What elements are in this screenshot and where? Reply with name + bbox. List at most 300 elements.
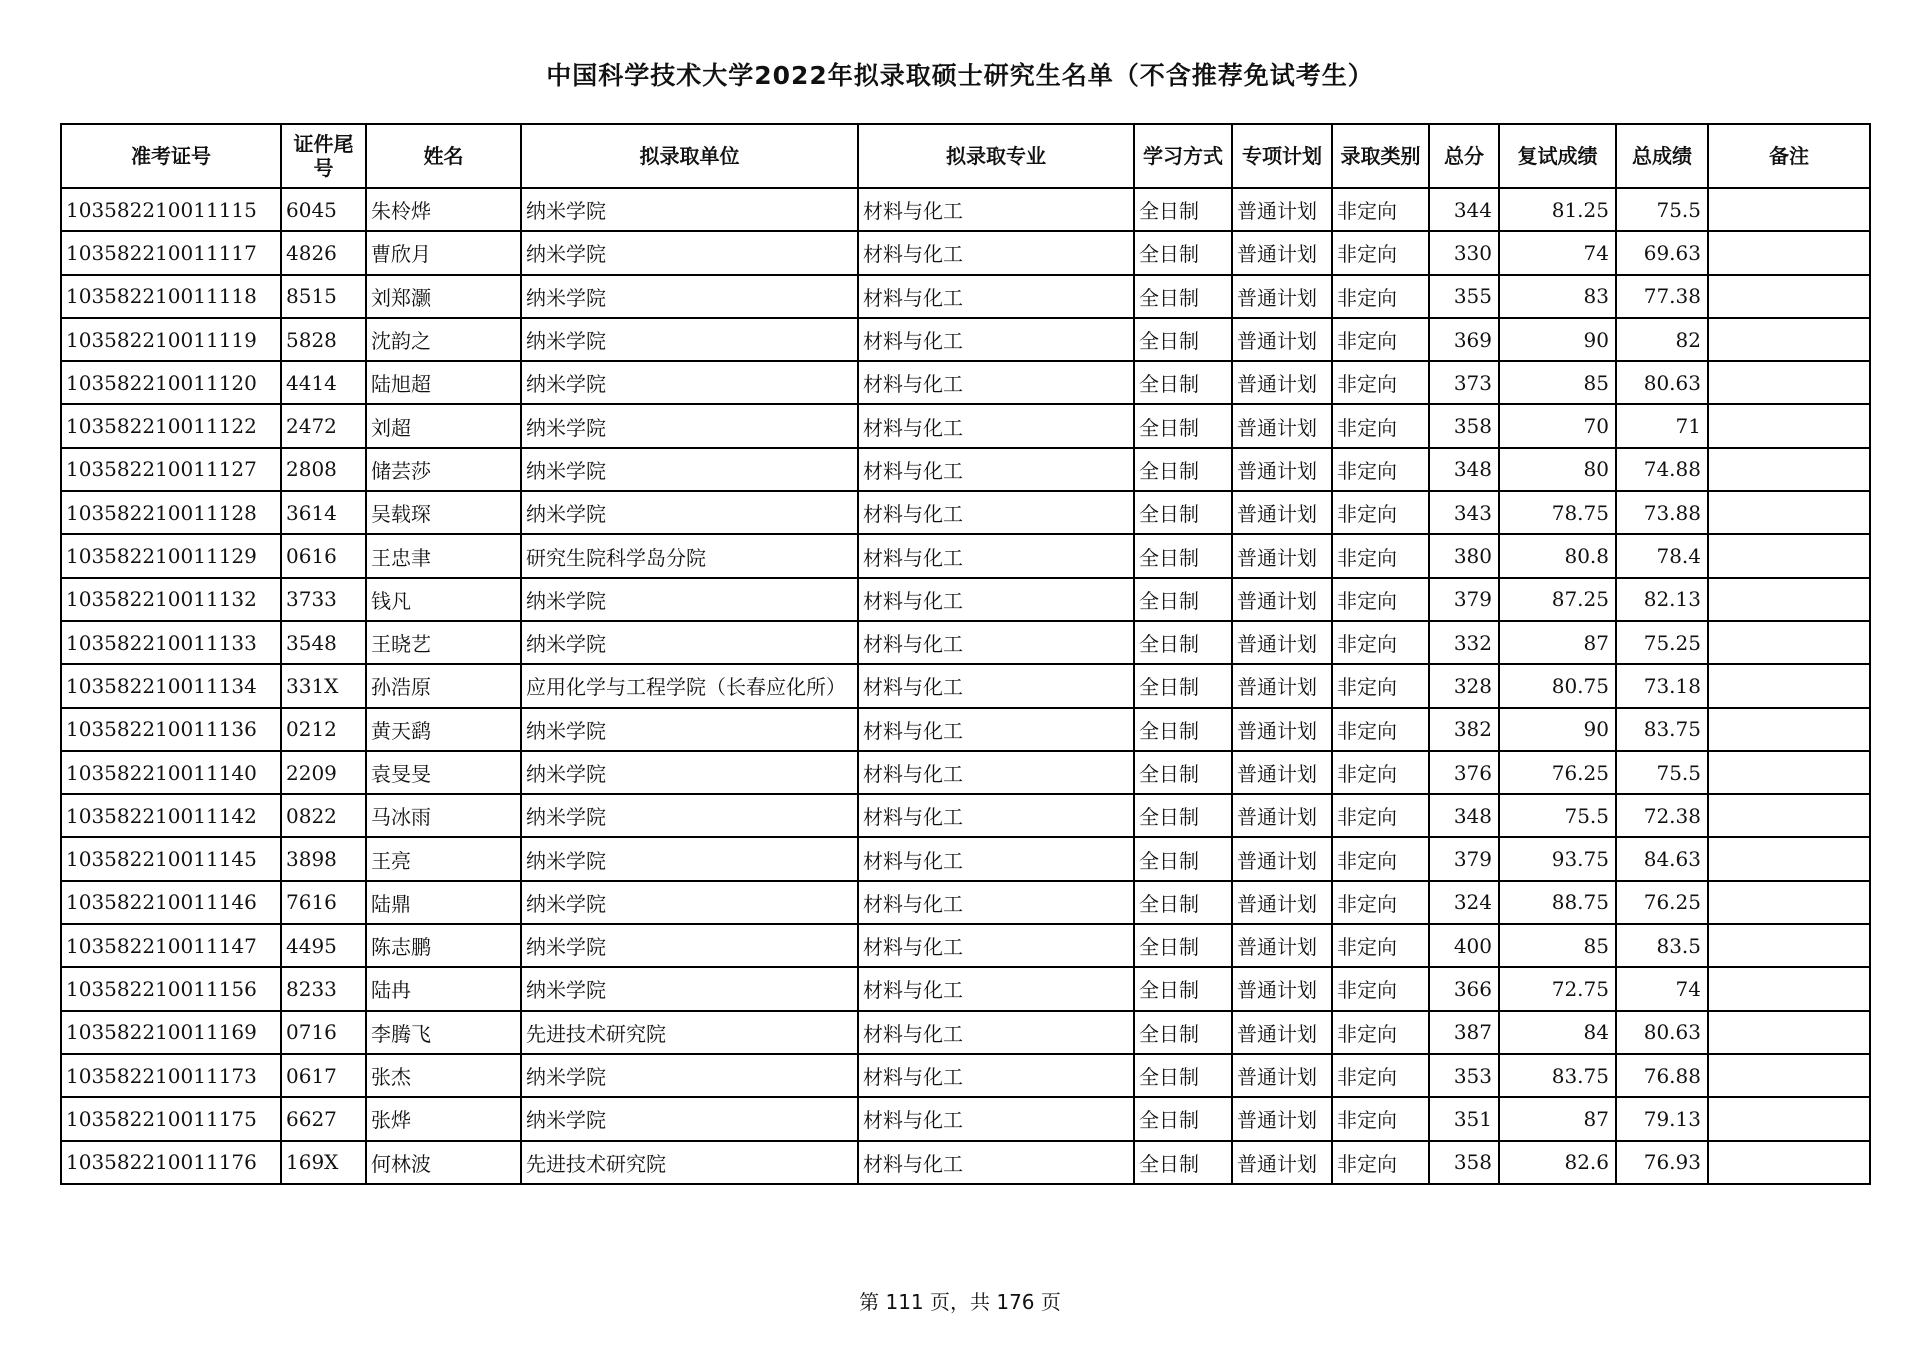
cell-study-mode: 全日制 bbox=[1134, 275, 1232, 318]
cell-special-plan: 普通计划 bbox=[1232, 1097, 1332, 1140]
cell-major: 材料与化工 bbox=[858, 621, 1134, 664]
cell-major: 材料与化工 bbox=[858, 188, 1134, 231]
cell-remarks bbox=[1708, 837, 1870, 880]
cell-id-suffix: 2209 bbox=[281, 751, 366, 794]
cell-retest-score: 87 bbox=[1499, 621, 1616, 664]
table-row bbox=[61, 491, 1870, 534]
cell-id-suffix: 8233 bbox=[281, 967, 366, 1010]
cell-final-score: 75.5 bbox=[1616, 751, 1708, 794]
cell-admission-type: 非定向 bbox=[1332, 621, 1429, 664]
cell-special-plan: 普通计划 bbox=[1232, 621, 1332, 664]
header-special-plan: 专项计划 bbox=[1232, 124, 1332, 188]
cell-id-suffix: 6045 bbox=[281, 188, 366, 231]
table-row bbox=[61, 967, 1870, 1010]
cell-name: 朱柃烨 bbox=[366, 188, 521, 231]
cell-retest-score: 88.75 bbox=[1499, 881, 1616, 924]
cell-study-mode: 全日制 bbox=[1134, 188, 1232, 231]
cell-final-score: 75.5 bbox=[1616, 188, 1708, 231]
cell-retest-score: 83.75 bbox=[1499, 1054, 1616, 1097]
cell-major: 材料与化工 bbox=[858, 837, 1134, 880]
cell-remarks bbox=[1708, 318, 1870, 361]
cell-total-score: 358 bbox=[1429, 1141, 1499, 1184]
cell-major: 材料与化工 bbox=[858, 708, 1134, 751]
cell-total-score: 380 bbox=[1429, 534, 1499, 577]
cell-major: 材料与化工 bbox=[858, 751, 1134, 794]
cell-study-mode: 全日制 bbox=[1134, 751, 1232, 794]
header-retest-score: 复试成绩 bbox=[1499, 124, 1616, 188]
cell-admitting-unit: 纳米学院 bbox=[521, 361, 858, 404]
cell-remarks bbox=[1708, 275, 1870, 318]
table-row bbox=[61, 188, 1870, 231]
cell-admission-type: 非定向 bbox=[1332, 491, 1429, 534]
cell-final-score: 79.13 bbox=[1616, 1097, 1708, 1140]
cell-admitting-unit: 纳米学院 bbox=[521, 1097, 858, 1140]
cell-exam-number: 103582210011142 bbox=[61, 794, 281, 837]
cell-remarks bbox=[1708, 188, 1870, 231]
cell-exam-number: 103582210011169 bbox=[61, 1011, 281, 1054]
table-row bbox=[61, 448, 1870, 491]
cell-exam-number: 103582210011122 bbox=[61, 404, 281, 447]
cell-remarks bbox=[1708, 1141, 1870, 1184]
cell-special-plan: 普通计划 bbox=[1232, 404, 1332, 447]
cell-remarks bbox=[1708, 621, 1870, 664]
table-row bbox=[61, 534, 1870, 577]
cell-exam-number: 103582210011145 bbox=[61, 837, 281, 880]
table-row bbox=[61, 1097, 1870, 1140]
cell-id-suffix: 169X bbox=[281, 1141, 366, 1184]
cell-exam-number: 103582210011127 bbox=[61, 448, 281, 491]
cell-exam-number: 103582210011140 bbox=[61, 751, 281, 794]
cell-total-score: 382 bbox=[1429, 708, 1499, 751]
page-title: 中国科学技术大学2022年拟录取硕士研究生名单（不含推荐免试考生） bbox=[546, 61, 1374, 90]
cell-exam-number: 103582210011175 bbox=[61, 1097, 281, 1140]
cell-major: 材料与化工 bbox=[858, 361, 1134, 404]
header-major: 拟录取专业 bbox=[858, 124, 1134, 188]
cell-total-score: 348 bbox=[1429, 448, 1499, 491]
cell-exam-number: 103582210011132 bbox=[61, 578, 281, 621]
cell-special-plan: 普通计划 bbox=[1232, 188, 1332, 231]
cell-exam-number: 103582210011129 bbox=[61, 534, 281, 577]
cell-exam-number: 103582210011115 bbox=[61, 188, 281, 231]
cell-study-mode: 全日制 bbox=[1134, 881, 1232, 924]
cell-major: 材料与化工 bbox=[858, 318, 1134, 361]
cell-id-suffix: 5828 bbox=[281, 318, 366, 361]
cell-id-suffix: 4414 bbox=[281, 361, 366, 404]
cell-admission-type: 非定向 bbox=[1332, 924, 1429, 967]
cell-final-score: 77.38 bbox=[1616, 275, 1708, 318]
cell-total-score: 379 bbox=[1429, 837, 1499, 880]
cell-name: 刘超 bbox=[366, 404, 521, 447]
cell-remarks bbox=[1708, 534, 1870, 577]
cell-major: 材料与化工 bbox=[858, 1011, 1134, 1054]
cell-admitting-unit: 先进技术研究院 bbox=[521, 1141, 858, 1184]
cell-exam-number: 103582210011117 bbox=[61, 231, 281, 274]
header-total-score: 总分 bbox=[1429, 124, 1499, 188]
cell-exam-number: 103582210011156 bbox=[61, 967, 281, 1010]
cell-admission-type: 非定向 bbox=[1332, 1097, 1429, 1140]
cell-admission-type: 非定向 bbox=[1332, 881, 1429, 924]
cell-study-mode: 全日制 bbox=[1134, 1097, 1232, 1140]
cell-id-suffix: 0616 bbox=[281, 534, 366, 577]
cell-retest-score: 93.75 bbox=[1499, 837, 1616, 880]
cell-total-score: 376 bbox=[1429, 751, 1499, 794]
cell-final-score: 76.93 bbox=[1616, 1141, 1708, 1184]
cell-final-score: 80.63 bbox=[1616, 1011, 1708, 1054]
cell-final-score: 74 bbox=[1616, 967, 1708, 1010]
cell-special-plan: 普通计划 bbox=[1232, 1054, 1332, 1097]
cell-admitting-unit: 纳米学院 bbox=[521, 491, 858, 534]
cell-admitting-unit: 纳米学院 bbox=[521, 837, 858, 880]
cell-remarks bbox=[1708, 967, 1870, 1010]
cell-major: 材料与化工 bbox=[858, 231, 1134, 274]
cell-special-plan: 普通计划 bbox=[1232, 275, 1332, 318]
cell-id-suffix: 8515 bbox=[281, 275, 366, 318]
cell-final-score: 72.38 bbox=[1616, 794, 1708, 837]
cell-admitting-unit: 纳米学院 bbox=[521, 881, 858, 924]
table-row bbox=[61, 837, 1870, 880]
cell-admission-type: 非定向 bbox=[1332, 751, 1429, 794]
cell-retest-score: 90 bbox=[1499, 318, 1616, 361]
cell-admission-type: 非定向 bbox=[1332, 404, 1429, 447]
cell-name: 吴载琛 bbox=[366, 491, 521, 534]
table-row bbox=[61, 275, 1870, 318]
cell-special-plan: 普通计划 bbox=[1232, 881, 1332, 924]
table-row bbox=[61, 881, 1870, 924]
cell-retest-score: 80.75 bbox=[1499, 664, 1616, 707]
cell-total-score: 332 bbox=[1429, 621, 1499, 664]
cell-id-suffix: 331X bbox=[281, 664, 366, 707]
cell-final-score: 78.4 bbox=[1616, 534, 1708, 577]
table-row bbox=[61, 231, 1870, 274]
cell-total-score: 353 bbox=[1429, 1054, 1499, 1097]
cell-admitting-unit: 应用化学与工程学院（长春应化所） bbox=[521, 664, 858, 707]
cell-study-mode: 全日制 bbox=[1134, 1054, 1232, 1097]
cell-final-score: 73.18 bbox=[1616, 664, 1708, 707]
cell-total-score: 379 bbox=[1429, 578, 1499, 621]
cell-special-plan: 普通计划 bbox=[1232, 361, 1332, 404]
cell-admitting-unit: 纳米学院 bbox=[521, 794, 858, 837]
cell-name: 储芸莎 bbox=[366, 448, 521, 491]
cell-name: 王亮 bbox=[366, 837, 521, 880]
cell-total-score: 387 bbox=[1429, 1011, 1499, 1054]
cell-retest-score: 87 bbox=[1499, 1097, 1616, 1140]
cell-final-score: 82 bbox=[1616, 318, 1708, 361]
cell-admitting-unit: 纳米学院 bbox=[521, 404, 858, 447]
cell-study-mode: 全日制 bbox=[1134, 794, 1232, 837]
cell-admission-type: 非定向 bbox=[1332, 231, 1429, 274]
table-row bbox=[61, 1054, 1870, 1097]
cell-total-score: 400 bbox=[1429, 924, 1499, 967]
cell-total-score: 366 bbox=[1429, 967, 1499, 1010]
cell-id-suffix: 0822 bbox=[281, 794, 366, 837]
cell-study-mode: 全日制 bbox=[1134, 404, 1232, 447]
cell-retest-score: 90 bbox=[1499, 708, 1616, 751]
cell-remarks bbox=[1708, 924, 1870, 967]
cell-retest-score: 75.5 bbox=[1499, 794, 1616, 837]
cell-study-mode: 全日制 bbox=[1134, 967, 1232, 1010]
admission-table bbox=[60, 123, 1871, 1185]
cell-name: 王晓艺 bbox=[366, 621, 521, 664]
cell-special-plan: 普通计划 bbox=[1232, 1141, 1332, 1184]
cell-name: 李腾飞 bbox=[366, 1011, 521, 1054]
cell-remarks bbox=[1708, 794, 1870, 837]
cell-final-score: 71 bbox=[1616, 404, 1708, 447]
header-id-suffix: 证件尾号 bbox=[281, 124, 366, 188]
cell-special-plan: 普通计划 bbox=[1232, 448, 1332, 491]
cell-total-score: 373 bbox=[1429, 361, 1499, 404]
cell-remarks bbox=[1708, 491, 1870, 534]
cell-total-score: 330 bbox=[1429, 231, 1499, 274]
cell-exam-number: 103582210011118 bbox=[61, 275, 281, 318]
cell-id-suffix: 6627 bbox=[281, 1097, 366, 1140]
header-exam-number: 准考证号 bbox=[61, 124, 281, 188]
cell-name: 王忠聿 bbox=[366, 534, 521, 577]
cell-admission-type: 非定向 bbox=[1332, 448, 1429, 491]
cell-remarks bbox=[1708, 231, 1870, 274]
cell-admission-type: 非定向 bbox=[1332, 188, 1429, 231]
cell-admission-type: 非定向 bbox=[1332, 361, 1429, 404]
cell-retest-score: 81.25 bbox=[1499, 188, 1616, 231]
cell-major: 材料与化工 bbox=[858, 404, 1134, 447]
cell-admission-type: 非定向 bbox=[1332, 534, 1429, 577]
cell-name: 陆鼎 bbox=[366, 881, 521, 924]
cell-name: 马冰雨 bbox=[366, 794, 521, 837]
cell-study-mode: 全日制 bbox=[1134, 924, 1232, 967]
cell-major: 材料与化工 bbox=[858, 967, 1134, 1010]
cell-retest-score: 80 bbox=[1499, 448, 1616, 491]
table-row bbox=[61, 318, 1870, 361]
cell-final-score: 84.63 bbox=[1616, 837, 1708, 880]
cell-admitting-unit: 纳米学院 bbox=[521, 751, 858, 794]
cell-id-suffix: 0716 bbox=[281, 1011, 366, 1054]
cell-remarks bbox=[1708, 361, 1870, 404]
cell-final-score: 73.88 bbox=[1616, 491, 1708, 534]
table-row bbox=[61, 794, 1870, 837]
cell-name: 陆旭超 bbox=[366, 361, 521, 404]
header-admission-type: 录取类别 bbox=[1332, 124, 1429, 188]
cell-exam-number: 103582210011119 bbox=[61, 318, 281, 361]
cell-name: 孙浩原 bbox=[366, 664, 521, 707]
cell-special-plan: 普通计划 bbox=[1232, 837, 1332, 880]
cell-special-plan: 普通计划 bbox=[1232, 578, 1332, 621]
cell-admitting-unit: 纳米学院 bbox=[521, 231, 858, 274]
page-footer: 第 111 页，共 176 页 bbox=[859, 1290, 1061, 1314]
cell-name: 刘郑灏 bbox=[366, 275, 521, 318]
cell-admitting-unit: 研究生院科学岛分院 bbox=[521, 534, 858, 577]
cell-admitting-unit: 纳米学院 bbox=[521, 275, 858, 318]
cell-major: 材料与化工 bbox=[858, 664, 1134, 707]
cell-special-plan: 普通计划 bbox=[1232, 491, 1332, 534]
cell-id-suffix: 4826 bbox=[281, 231, 366, 274]
cell-special-plan: 普通计划 bbox=[1232, 924, 1332, 967]
cell-exam-number: 103582210011173 bbox=[61, 1054, 281, 1097]
cell-admission-type: 非定向 bbox=[1332, 708, 1429, 751]
cell-id-suffix: 2472 bbox=[281, 404, 366, 447]
cell-id-suffix: 3733 bbox=[281, 578, 366, 621]
cell-study-mode: 全日制 bbox=[1134, 231, 1232, 274]
cell-admission-type: 非定向 bbox=[1332, 578, 1429, 621]
cell-major: 材料与化工 bbox=[858, 1141, 1134, 1184]
cell-study-mode: 全日制 bbox=[1134, 837, 1232, 880]
cell-retest-score: 76.25 bbox=[1499, 751, 1616, 794]
cell-study-mode: 全日制 bbox=[1134, 491, 1232, 534]
cell-admitting-unit: 纳米学院 bbox=[521, 318, 858, 361]
cell-exam-number: 103582210011128 bbox=[61, 491, 281, 534]
cell-study-mode: 全日制 bbox=[1134, 361, 1232, 404]
cell-exam-number: 103582210011136 bbox=[61, 708, 281, 751]
table-header-row bbox=[61, 124, 1870, 188]
cell-major: 材料与化工 bbox=[858, 534, 1134, 577]
cell-id-suffix: 2808 bbox=[281, 448, 366, 491]
cell-study-mode: 全日制 bbox=[1134, 708, 1232, 751]
cell-final-score: 75.25 bbox=[1616, 621, 1708, 664]
cell-admission-type: 非定向 bbox=[1332, 1011, 1429, 1054]
cell-retest-score: 83 bbox=[1499, 275, 1616, 318]
cell-name: 何林波 bbox=[366, 1141, 521, 1184]
cell-total-score: 324 bbox=[1429, 881, 1499, 924]
cell-remarks bbox=[1708, 664, 1870, 707]
cell-admitting-unit: 纳米学院 bbox=[521, 967, 858, 1010]
cell-admission-type: 非定向 bbox=[1332, 1141, 1429, 1184]
cell-final-score: 83.75 bbox=[1616, 708, 1708, 751]
table-row bbox=[61, 361, 1870, 404]
table-row bbox=[61, 924, 1870, 967]
cell-remarks bbox=[1708, 404, 1870, 447]
cell-admission-type: 非定向 bbox=[1332, 794, 1429, 837]
cell-admission-type: 非定向 bbox=[1332, 1054, 1429, 1097]
cell-major: 材料与化工 bbox=[858, 1054, 1134, 1097]
cell-final-score: 69.63 bbox=[1616, 231, 1708, 274]
cell-special-plan: 普通计划 bbox=[1232, 534, 1332, 577]
cell-remarks bbox=[1708, 751, 1870, 794]
cell-special-plan: 普通计划 bbox=[1232, 1011, 1332, 1054]
cell-name: 钱凡 bbox=[366, 578, 521, 621]
cell-major: 材料与化工 bbox=[858, 448, 1134, 491]
cell-retest-score: 85 bbox=[1499, 924, 1616, 967]
cell-remarks bbox=[1708, 578, 1870, 621]
cell-study-mode: 全日制 bbox=[1134, 664, 1232, 707]
cell-admitting-unit: 纳米学院 bbox=[521, 578, 858, 621]
cell-exam-number: 103582210011133 bbox=[61, 621, 281, 664]
cell-admission-type: 非定向 bbox=[1332, 837, 1429, 880]
cell-major: 材料与化工 bbox=[858, 491, 1134, 534]
cell-final-score: 76.25 bbox=[1616, 881, 1708, 924]
cell-id-suffix: 3898 bbox=[281, 837, 366, 880]
cell-retest-score: 74 bbox=[1499, 231, 1616, 274]
cell-major: 材料与化工 bbox=[858, 924, 1134, 967]
table-row bbox=[61, 404, 1870, 447]
table-row bbox=[61, 1011, 1870, 1054]
cell-special-plan: 普通计划 bbox=[1232, 967, 1332, 1010]
cell-retest-score: 84 bbox=[1499, 1011, 1616, 1054]
cell-name: 袁旻旻 bbox=[366, 751, 521, 794]
cell-total-score: 358 bbox=[1429, 404, 1499, 447]
cell-admission-type: 非定向 bbox=[1332, 318, 1429, 361]
cell-total-score: 348 bbox=[1429, 794, 1499, 837]
cell-admission-type: 非定向 bbox=[1332, 967, 1429, 1010]
cell-retest-score: 80.8 bbox=[1499, 534, 1616, 577]
cell-remarks bbox=[1708, 448, 1870, 491]
cell-name: 黄天鹞 bbox=[366, 708, 521, 751]
cell-study-mode: 全日制 bbox=[1134, 534, 1232, 577]
cell-major: 材料与化工 bbox=[858, 881, 1134, 924]
cell-major: 材料与化工 bbox=[858, 1097, 1134, 1140]
table-row bbox=[61, 578, 1870, 621]
header-remarks: 备注 bbox=[1708, 124, 1870, 188]
cell-admission-type: 非定向 bbox=[1332, 664, 1429, 707]
cell-remarks bbox=[1708, 708, 1870, 751]
cell-special-plan: 普通计划 bbox=[1232, 318, 1332, 361]
cell-study-mode: 全日制 bbox=[1134, 448, 1232, 491]
cell-remarks bbox=[1708, 1097, 1870, 1140]
cell-special-plan: 普通计划 bbox=[1232, 708, 1332, 751]
cell-id-suffix: 7616 bbox=[281, 881, 366, 924]
cell-admitting-unit: 纳米学院 bbox=[521, 708, 858, 751]
cell-name: 陈志鹏 bbox=[366, 924, 521, 967]
cell-final-score: 83.5 bbox=[1616, 924, 1708, 967]
cell-final-score: 80.63 bbox=[1616, 361, 1708, 404]
header-name: 姓名 bbox=[366, 124, 521, 188]
table-row bbox=[61, 664, 1870, 707]
cell-major: 材料与化工 bbox=[858, 578, 1134, 621]
header-study-mode: 学习方式 bbox=[1134, 124, 1232, 188]
table-row bbox=[61, 751, 1870, 794]
table-row bbox=[61, 621, 1870, 664]
cell-admitting-unit: 纳米学院 bbox=[521, 448, 858, 491]
cell-total-score: 343 bbox=[1429, 491, 1499, 534]
cell-name: 张烨 bbox=[366, 1097, 521, 1140]
cell-total-score: 328 bbox=[1429, 664, 1499, 707]
cell-id-suffix: 3548 bbox=[281, 621, 366, 664]
cell-total-score: 369 bbox=[1429, 318, 1499, 361]
cell-id-suffix: 4495 bbox=[281, 924, 366, 967]
table-row bbox=[61, 1141, 1870, 1184]
cell-name: 沈韵之 bbox=[366, 318, 521, 361]
cell-study-mode: 全日制 bbox=[1134, 578, 1232, 621]
cell-admitting-unit: 纳米学院 bbox=[521, 1054, 858, 1097]
cell-retest-score: 72.75 bbox=[1499, 967, 1616, 1010]
cell-remarks bbox=[1708, 1054, 1870, 1097]
cell-study-mode: 全日制 bbox=[1134, 318, 1232, 361]
cell-final-score: 76.88 bbox=[1616, 1054, 1708, 1097]
header-final-score: 总成绩 bbox=[1616, 124, 1708, 188]
cell-admitting-unit: 纳米学院 bbox=[521, 188, 858, 231]
cell-retest-score: 82.6 bbox=[1499, 1141, 1616, 1184]
cell-retest-score: 87.25 bbox=[1499, 578, 1616, 621]
cell-major: 材料与化工 bbox=[858, 275, 1134, 318]
table-row bbox=[61, 708, 1870, 751]
cell-id-suffix: 0212 bbox=[281, 708, 366, 751]
cell-study-mode: 全日制 bbox=[1134, 1011, 1232, 1054]
header-admitting-unit: 拟录取单位 bbox=[521, 124, 858, 188]
cell-total-score: 355 bbox=[1429, 275, 1499, 318]
cell-admitting-unit: 先进技术研究院 bbox=[521, 1011, 858, 1054]
cell-retest-score: 70 bbox=[1499, 404, 1616, 447]
cell-final-score: 74.88 bbox=[1616, 448, 1708, 491]
cell-exam-number: 103582210011147 bbox=[61, 924, 281, 967]
cell-major: 材料与化工 bbox=[858, 794, 1134, 837]
cell-remarks bbox=[1708, 1011, 1870, 1054]
cell-exam-number: 103582210011176 bbox=[61, 1141, 281, 1184]
cell-study-mode: 全日制 bbox=[1134, 621, 1232, 664]
cell-retest-score: 85 bbox=[1499, 361, 1616, 404]
cell-special-plan: 普通计划 bbox=[1232, 664, 1332, 707]
cell-name: 陆冉 bbox=[366, 967, 521, 1010]
cell-exam-number: 103582210011120 bbox=[61, 361, 281, 404]
cell-remarks bbox=[1708, 881, 1870, 924]
cell-total-score: 351 bbox=[1429, 1097, 1499, 1140]
cell-total-score: 344 bbox=[1429, 188, 1499, 231]
